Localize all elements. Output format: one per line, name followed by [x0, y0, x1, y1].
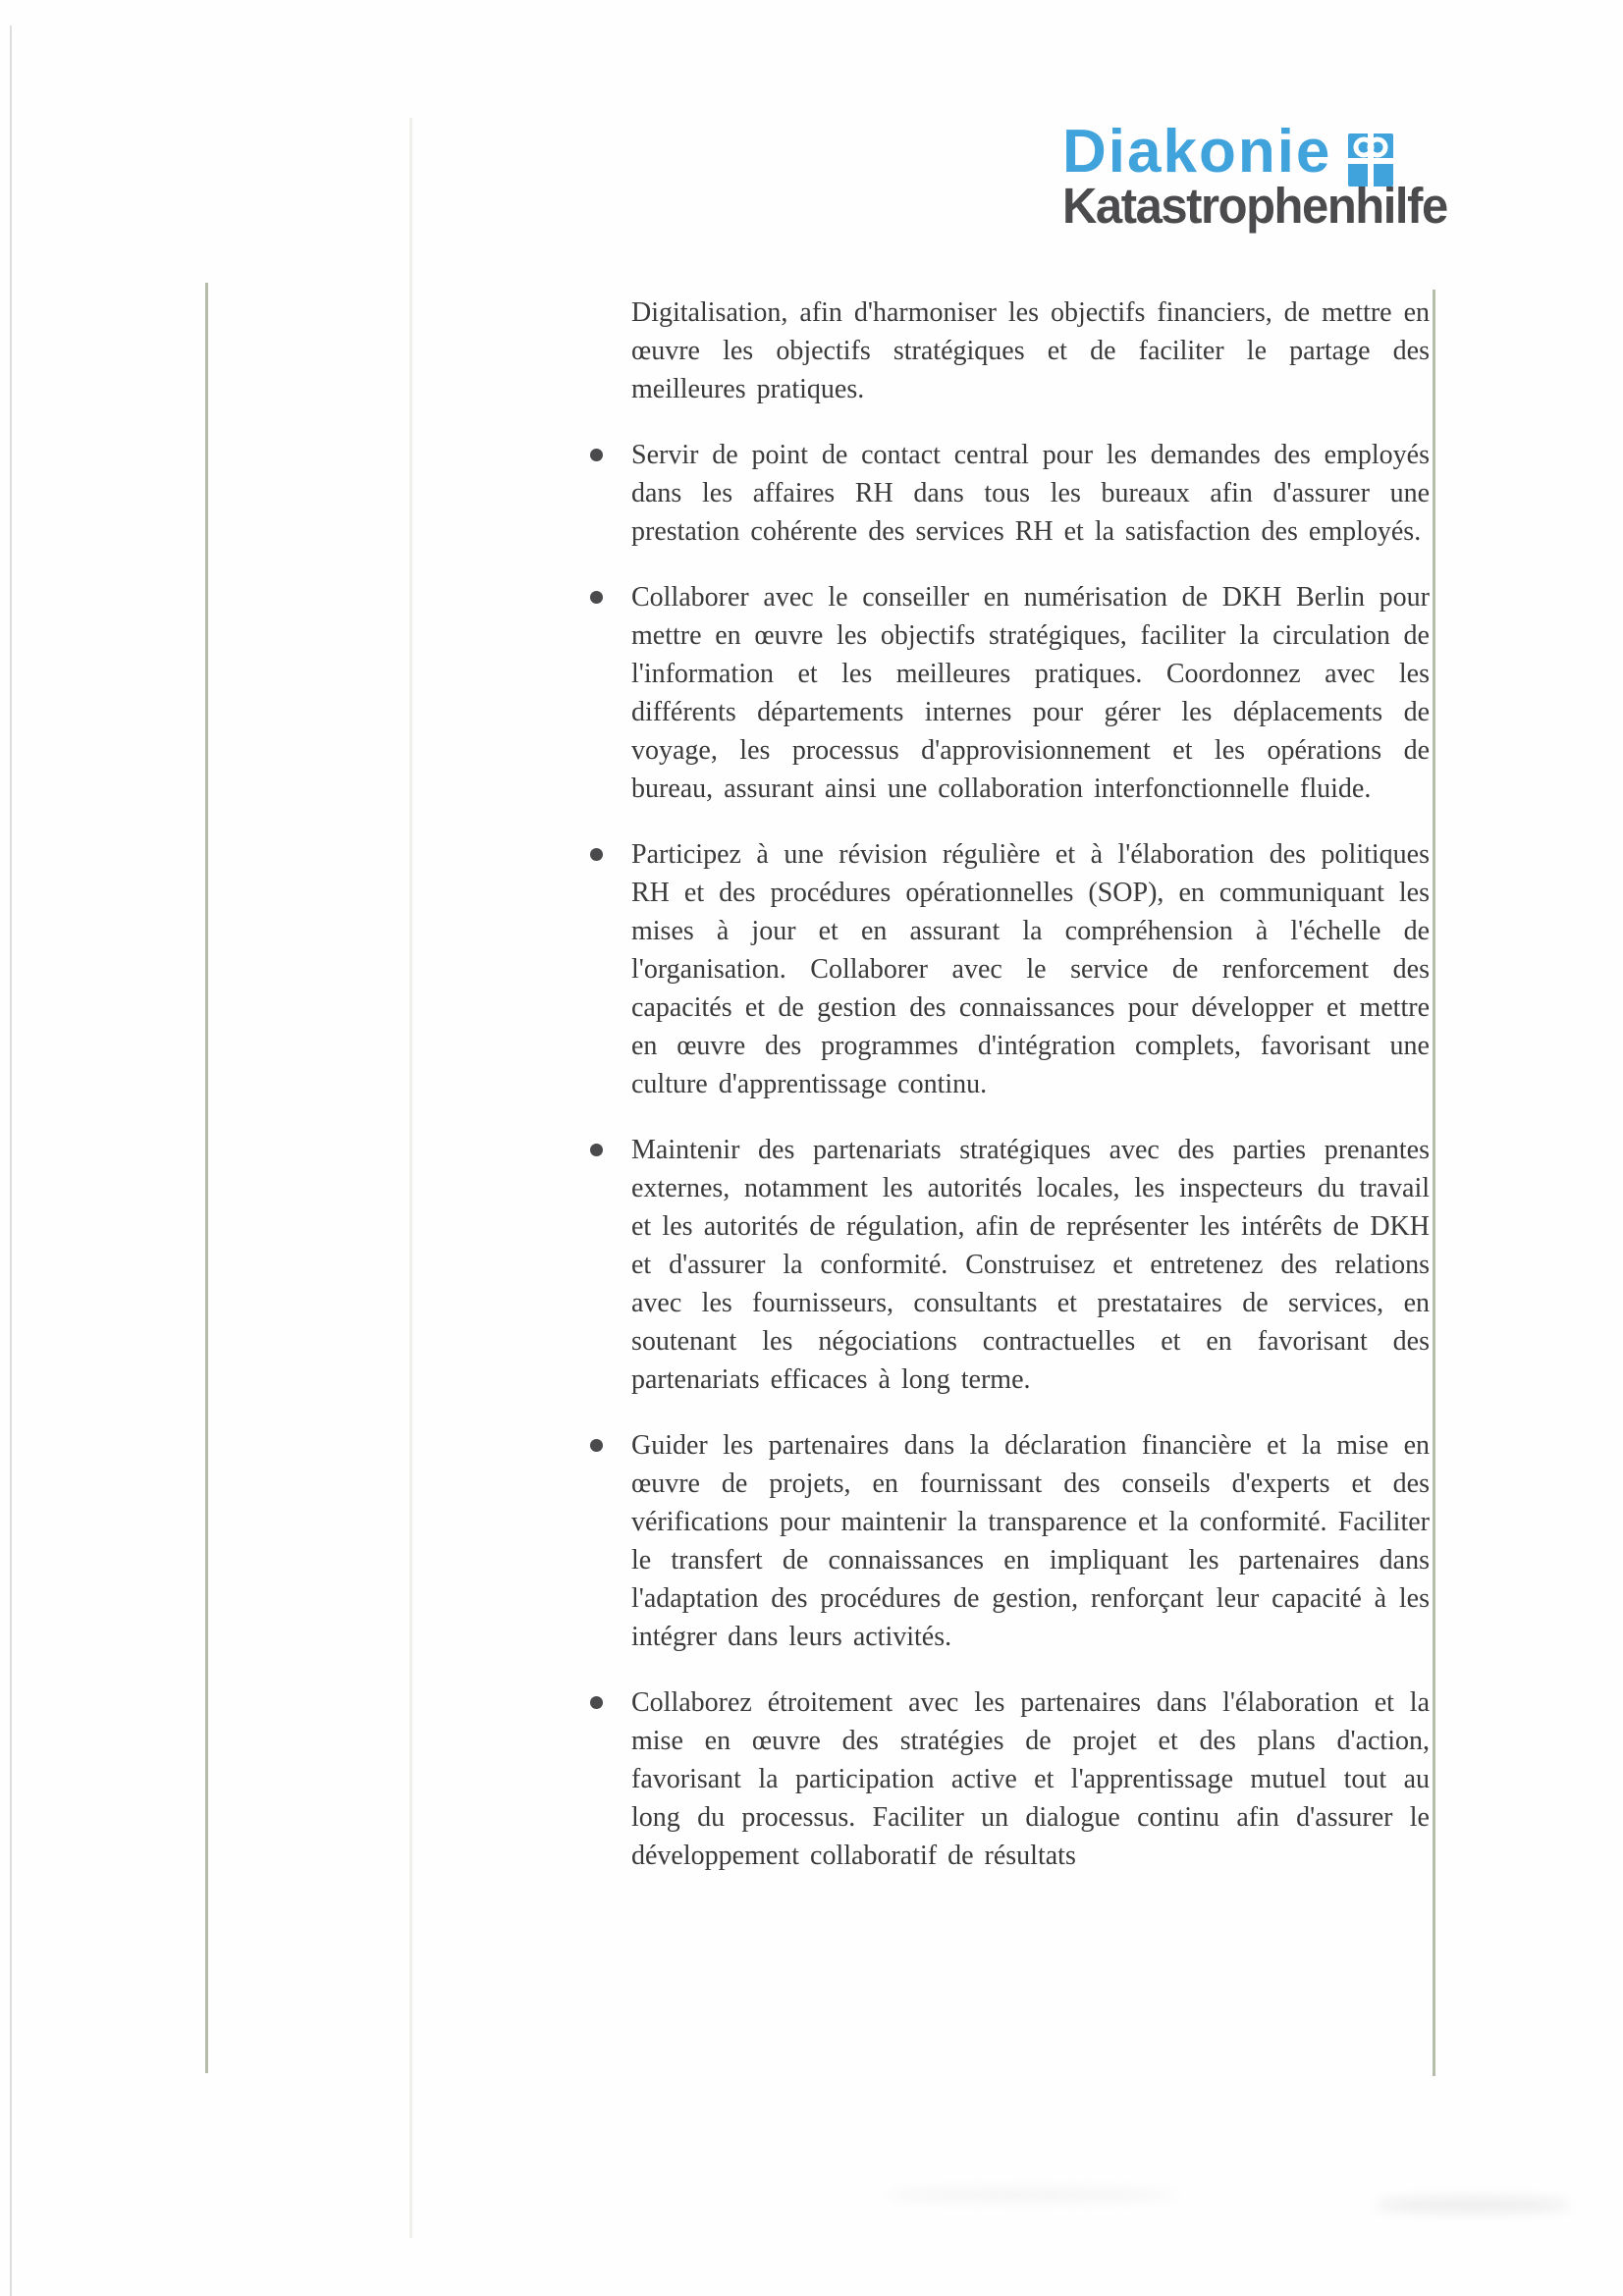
bullet-item [631, 578, 1430, 808]
bullet-dot-icon [590, 591, 603, 604]
bullet-item [631, 1131, 1430, 1399]
bullet-text: Guider les partenaires dans la déclaration financière et la mise en œuvre de projets, en fournissant des conseils d'experts et des vérifications pour maintenir la transparence et la conformité. Faciliter le transfert de connaissances en impliquant les partenaires dans l'adaptation des procédures de gestion, renforçant leur capacité à les intégrer dans leurs activités. [631, 1430, 1430, 1652]
bullet-dot-icon [590, 848, 603, 861]
bullet-item [631, 835, 1430, 1103]
scan-smudge [884, 2189, 1178, 2201]
logo-brand-text: Diakonie [1062, 118, 1332, 186]
document-body [631, 294, 1430, 1875]
table-border-left [205, 283, 208, 2073]
bullet-text: Collaborez étroitement avec les partenaires dans l'élaboration et la mise en œuvre des stratégies de projet et des plans d'action, favorisant la participation active et l'apprentissage mutuel tout au long du processus. Faciliter un dialogue continu afin d'assurer le développement collaboratif de résultats [631, 1687, 1430, 1871]
table-border-right [1433, 290, 1435, 2076]
bullet-item [631, 1426, 1430, 1656]
scan-page-edge [10, 26, 12, 2296]
intro-paragraph: Digitalisation, afin d'harmoniser les objectifs financiers, de mettre en œuvre les objectifs stratégiques et de faciliter le partage des meilleures pratiques. [631, 297, 1430, 404]
logo [1062, 120, 1463, 232]
logo-subbrand-text: Katastrophenhilfe [1062, 178, 1447, 234]
bullet-dot-icon [590, 449, 603, 461]
bullet-dot-icon [590, 1439, 603, 1452]
bullet-text: Participez à une révision régulière et à l'élaboration des politiques RH et des procédures opérationnelles (SOP), en communiquant les mises à jour et en assurant la compréhension à l'échelle de l'organisation. Collaborer avec le service de renforcement des capacités et de gestion des connaissances pour développer et mettre en œuvre des programmes d'intégration complets, favorisant une culture d'apprentissage continu. [631, 839, 1430, 1099]
scan-smudge [1375, 2197, 1571, 2213]
bullet-text: Collaborer avec le conseiller en numérisation de DKH Berlin pour mettre en œuvre les objectifs stratégiques, faciliter la circulation de l'information et les meilleures pratiques. Coordonnez avec les différents départements internes pour gérer les déplacements de voyage, les processus d'approvisionnement et les opérations de bureau, assurant ainsi une collaboration interfonctionnelle fluide. [631, 582, 1430, 804]
scan-fold-line [409, 118, 412, 2238]
bullet-item [631, 436, 1430, 551]
bullet-text: Maintenir des partenariats stratégiques avec des parties prenantes externes, notamment les autorités locales, les inspecteurs du travail et les autorités de régulation, afin de représenter les intérêts de DKH et d'assurer la conformité. Construisez et entretenez des relations avec les fournisseurs, consultants et prestataires de services, en soutenant les négociations contractuelles et en favorisant des partenariats efficaces à long terme. [631, 1135, 1430, 1395]
bullet-text: Servir de point de contact central pour les demandes des employés dans les affaires RH dans tous les bureaux afin d'assurer une prestation cohérente des services RH et la satisfaction des employés. [631, 440, 1430, 547]
bullet-dot-icon [590, 1144, 603, 1156]
bullet-item [631, 1683, 1430, 1875]
bullet-dot-icon [590, 1696, 603, 1709]
